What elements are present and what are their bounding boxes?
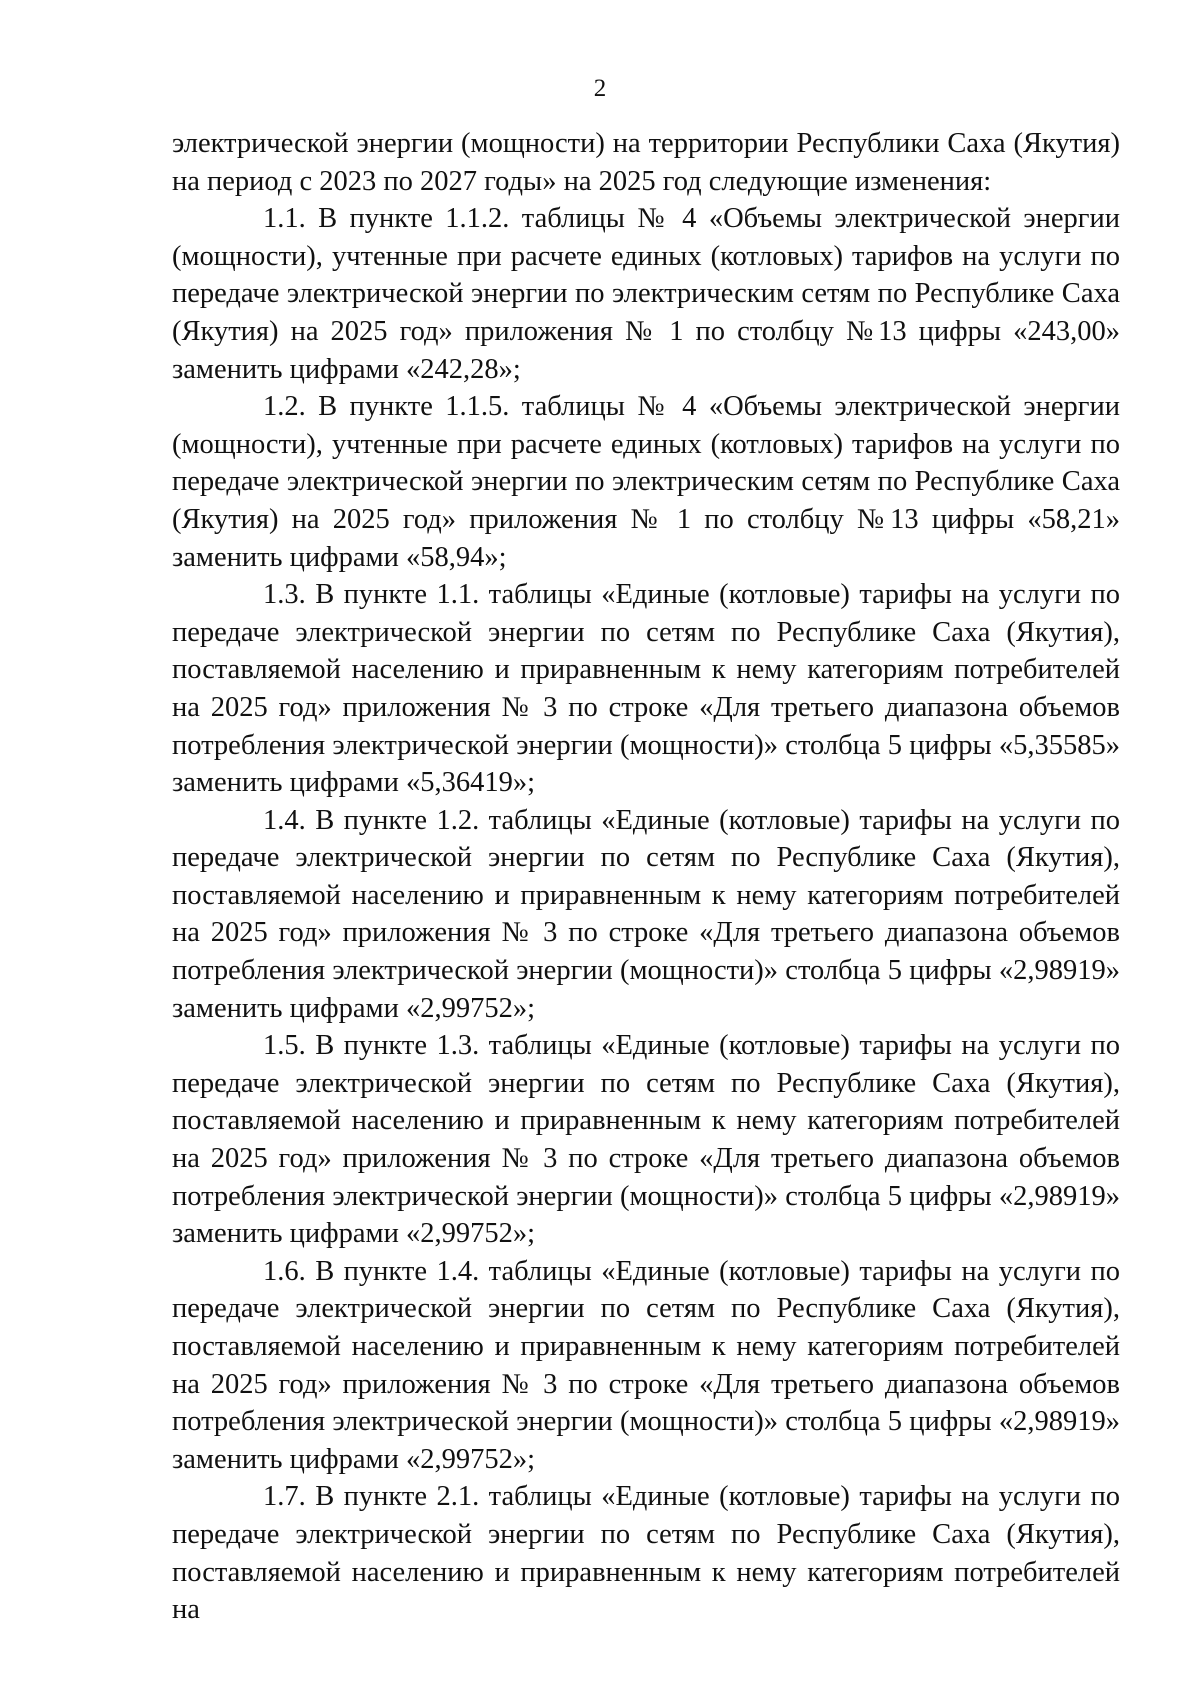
paragraph-intro: электрической энергии (мощности) на территории Республики Саха (Якутия) на период с 2023 по 2027 годы» на 2025 год следующие изменения:: [172, 128, 1120, 197]
paragraph-1-4: 1.4. В пункте 1.2. таблицы «Единые (котловые) тарифы на услуги по передаче электрической энергии по сетям по Республике Саха (Якутия), поставляемой населению и приравненным к нему категориям потребителей на 2025 год» приложения № 3 по строке «Для третьего диапазона объемов потребления электрической энергии (мощности)» столбца 5 цифры «2,98919» заменить цифрами «2,99752»;: [172, 804, 1120, 1024]
paragraph-1-6: 1.6. В пункте 1.4. таблицы «Единые (котловые) тарифы на услуги по передаче электрической энергии по сетям по Республике Саха (Якутия), поставляемой населению и приравненным к нему категориям потребителей на 2025 год» приложения № 3 по строке «Для третьего диапазона объемов потребления электрической энергии (мощности)» столбца 5 цифры «2,98919» заменить цифрами «2,99752»;: [172, 1255, 1120, 1475]
paragraph-1-1: 1.1. В пункте 1.1.2. таблицы № 4 «Объемы электрической энергии (мощности), учтенные при расчете единых (котловых) тарифов на услуги по передаче электрической энергии по электрическим сетям по Республике Саха (Якутия) на 2025 год» приложения № 1 по столбцу №13 цифры «243,00» заменить цифрами «242,28»;: [172, 203, 1120, 385]
paragraph-1-3: 1.3. В пункте 1.1. таблицы «Единые (котловые) тарифы на услуги по передаче электрической энергии по сетям по Республике Саха (Якутия), поставляемой населению и приравненным к нему категориям потребителей на 2025 год» приложения № 3 по строке «Для третьего диапазона объемов потребления электрической энергии (мощности)» столбца 5 цифры «5,35585» заменить цифрами «5,36419»;: [172, 579, 1120, 799]
document-body: [172, 125, 1120, 1629]
page-number: 2: [593, 75, 607, 102]
paragraph-1-7: 1.7. В пункте 2.1. таблицы «Единые (котловые) тарифы на услуги по передаче электрической энергии по сетям по Республике Саха (Якутия), поставляемой населению и приравненным к нему категориям потребителей на: [172, 1481, 1120, 1626]
paragraph-1-2: 1.2. В пункте 1.1.5. таблицы № 4 «Объемы электрической энергии (мощности), учтенные при расчете единых (котловых) тарифов на услуги по передаче электрической энергии по электрическим сетям по Республике Саха (Якутия) на 2025 год» приложения № 1 по столбцу №13 цифры «58,21» заменить цифрами «58,94»;: [172, 391, 1120, 573]
paragraph-1-5: 1.5. В пункте 1.3. таблицы «Единые (котловые) тарифы на услуги по передаче электрической энергии по сетям по Республике Саха (Якутия), поставляемой населению и приравненным к нему категориям потребителей на 2025 год» приложения № 3 по строке «Для третьего диапазона объемов потребления электрической энергии (мощности)» столбца 5 цифры «2,98919» заменить цифрами «2,99752»;: [172, 1030, 1120, 1250]
